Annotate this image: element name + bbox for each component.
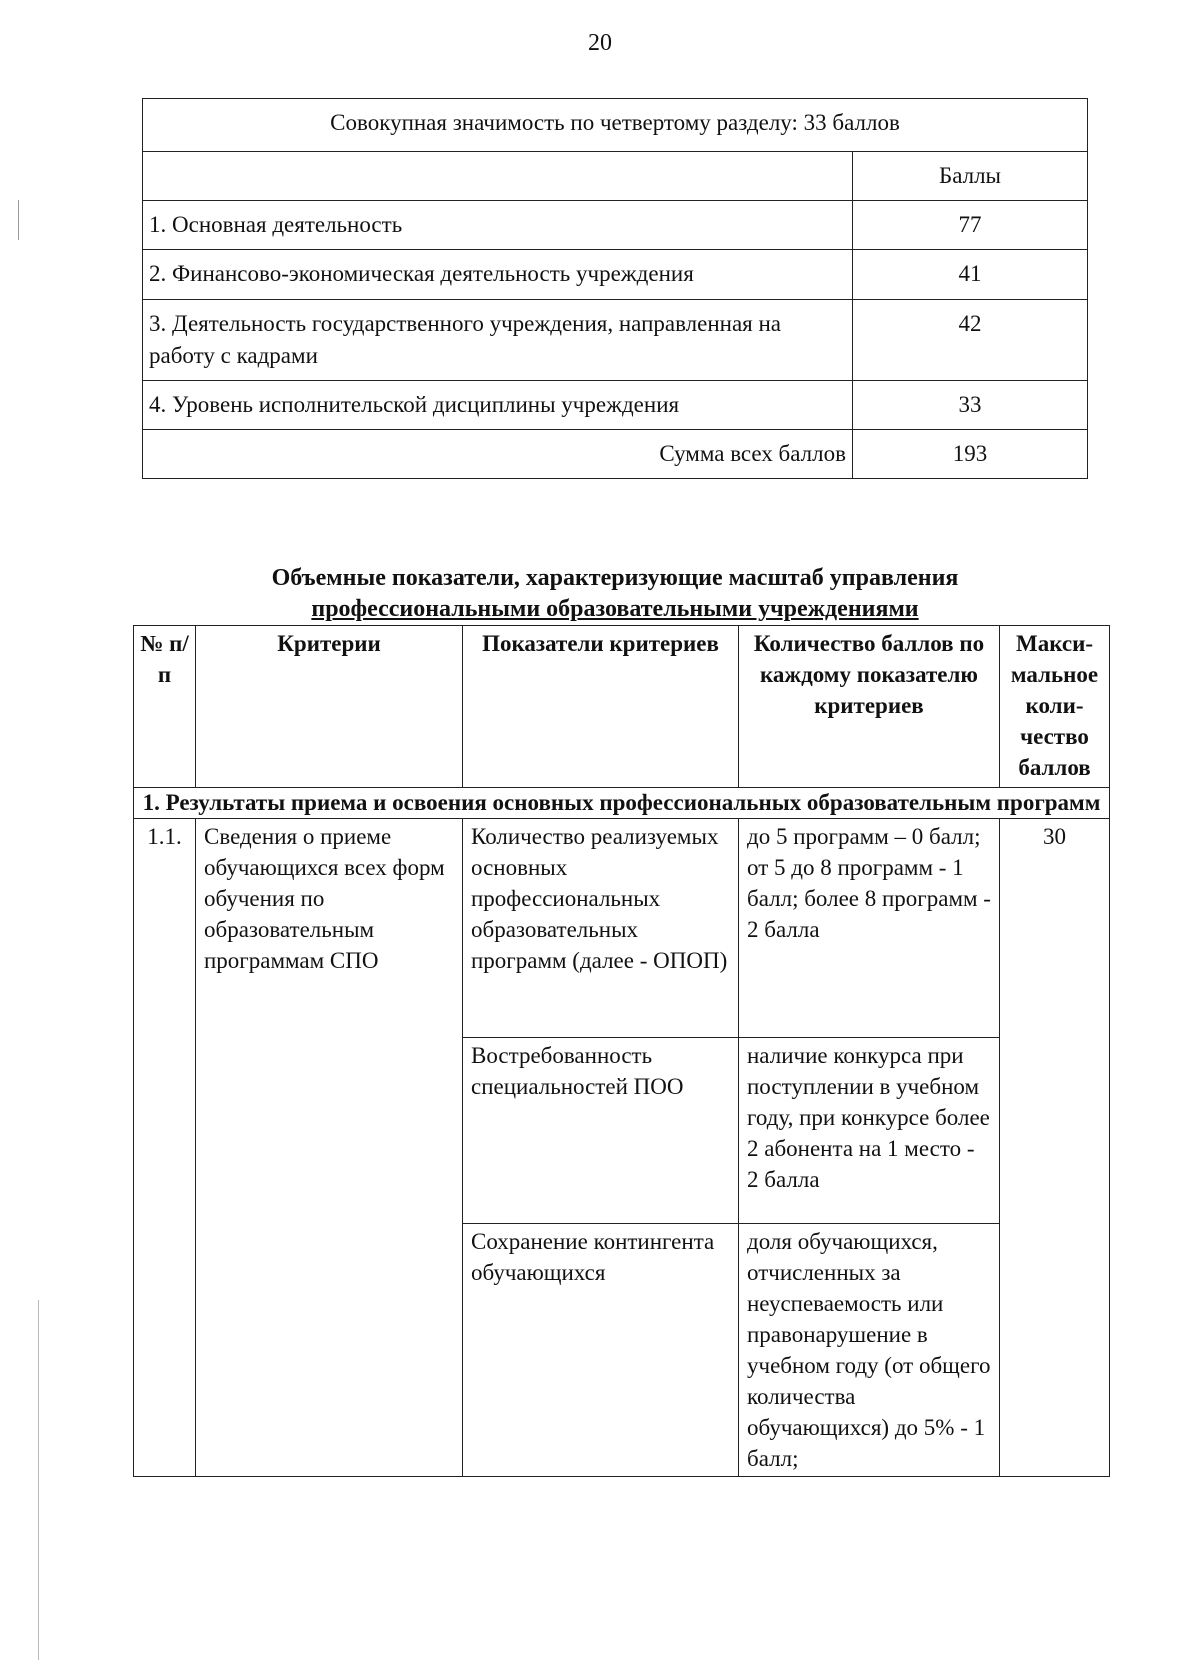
summary-total-row [143,430,1088,479]
summary-row [143,250,1088,299]
row-num: 1.1. [134,819,196,1477]
indicator-points: доля обучающихся, отчисленных за неуспеваемость или правонарушение в учебном году (от общего количества обучающихся) до 5% - 1 балл; [739,1224,1000,1477]
summary-row-points: 42 [853,299,1088,380]
summary-header-empty [143,152,853,201]
indicator-points: до 5 программ – 0 балл; от 5 до 8 программ - 1 балл; более 8 программ - 2 балла [739,819,1000,1038]
summary-row-points: 33 [853,380,1088,429]
summary-row-points: 41 [853,250,1088,299]
section-heading [142,563,1088,625]
header-max: Макси-мальное коли-чество баллов [1000,626,1110,788]
row-max: 30 [1000,819,1110,1477]
header-indicators: Показатели критериев [463,626,739,788]
group-title-row [134,788,1110,819]
criteria-header-row [134,626,1110,788]
summary-row [143,299,1088,380]
indicator-name: Сохранение контингента обучающихся [463,1224,739,1477]
scan-mark [18,200,19,240]
total-label: Сумма всех баллов [143,430,853,479]
scan-margin-line [38,1300,39,1660]
summary-row-points: 77 [853,201,1088,250]
header-points-per: Количество баллов по каждому показателю критериев [739,626,1000,788]
summary-row [143,201,1088,250]
summary-row-label: 1. Основная деятельность [143,201,853,250]
summary-row-label: 2. Финансово-экономическая деятельность учреждения [143,250,853,299]
header-criteria: Критерии [196,626,463,788]
total-points: 193 [853,430,1088,479]
criteria-table [133,625,1110,1477]
page-number: 20 [588,30,612,56]
summary-row-label: 3. Деятельность государственного учреждения, направленная на работу с кадрами [143,299,853,380]
indicator-name: Востребованность специальностей ПОО [463,1038,739,1224]
section-heading-line2: профессиональными образовательными учреждениями [311,596,919,623]
summary-title: Совокупная значимость по четвертому разделу: 33 баллов [143,99,1088,152]
indicator-points: наличие конкурса при поступлении в учебном году, при конкурсе более 2 абонента на 1 место - 2 балла [739,1038,1000,1224]
summary-header-row [143,152,1088,201]
criteria-row [134,819,1110,1038]
row-criterion: Сведения о приеме обучающихся всех форм обучения по образовательным программам СПО [196,819,463,1477]
group-title: 1. Результаты приема и освоения основных профессиональных образовательным программ [134,788,1110,819]
indicator-name: Количество реализуемых основных профессиональных образовательных программ (далее - ОПОП) [463,819,739,1038]
summary-table [142,98,1088,479]
summary-row-label: 4. Уровень исполнительской дисциплины учреждения [143,380,853,429]
summary-title-row [143,99,1088,152]
section-heading-line1: Объемные показатели, характеризующие масштаб управления [271,565,959,591]
points-header: Баллы [853,152,1088,201]
header-num: № п/п [134,626,196,788]
summary-row [143,380,1088,429]
